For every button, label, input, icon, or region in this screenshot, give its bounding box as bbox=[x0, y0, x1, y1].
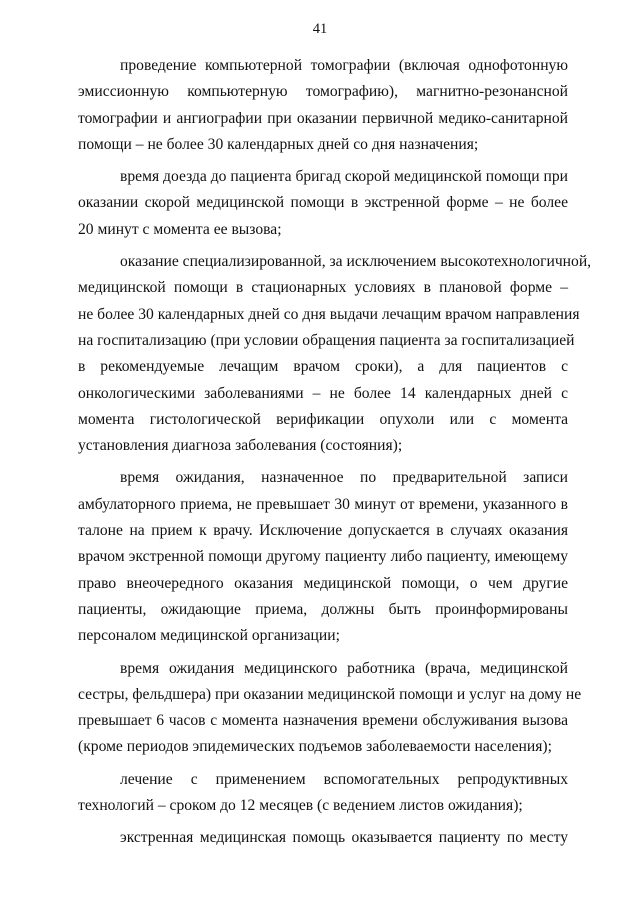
paragraph-line: не более 30 календарных дней со дня выдачи лечащим врачом направления bbox=[78, 305, 580, 323]
paragraph-line: оказание специализированной, за исключением высокотехнологичной, bbox=[120, 253, 592, 271]
paragraph-line: пациенты, ожидающие приема, должны быть проинформированы bbox=[78, 600, 568, 618]
paragraph-line: сестры, фельдшера) при оказании медицинской помощи и услуг на дому не bbox=[78, 685, 582, 703]
paragraph-line: (кроме периодов эпидемических подъемов заболеваемости населения); bbox=[78, 738, 552, 756]
paragraph bbox=[78, 656, 582, 761]
paragraph-line: превышает 6 часов с момента назначения времени обслуживания вызова bbox=[78, 712, 568, 730]
paragraph bbox=[78, 465, 568, 649]
paragraph-line: медицинской помощи в стационарных условиях в плановой форме – bbox=[78, 279, 568, 297]
paragraph-line: эмиссионную компьютерную томографию), магнитно-резонансной bbox=[78, 83, 568, 101]
paragraph-line: амбулаторного приема, не превышает 30 минут от времени, указанного в bbox=[78, 495, 568, 513]
paragraph bbox=[78, 164, 568, 243]
paragraph-line: право внеочередного оказания медицинской помощи, о чем другие bbox=[78, 574, 568, 592]
page-number: 41 bbox=[312, 21, 328, 37]
paragraph-line: время доезда до пациента бригад скорой медицинской помощи при bbox=[120, 168, 568, 186]
paragraph bbox=[78, 249, 592, 459]
paragraph-line: онкологическими заболеваниями – не более 14 календарных дней с bbox=[78, 384, 568, 402]
paragraph-line: технологий – сроком до 12 месяцев (с ведением листов ожидания); bbox=[78, 797, 523, 815]
document-body bbox=[78, 53, 592, 858]
paragraph-line: оказании скорой медицинской помощи в экстренной форме – не более bbox=[78, 194, 568, 212]
paragraph-line: время ожидания медицинского работника (врача, медицинской bbox=[120, 659, 568, 677]
paragraph-line: проведение компьютерной томографии (включая однофотонную bbox=[120, 57, 568, 74]
paragraph-line: помощи – не более 30 календарных дней со дня назначения; bbox=[78, 135, 479, 153]
paragraph bbox=[78, 825, 568, 851]
paragraph-line: персоналом медицинской организации; bbox=[78, 627, 340, 645]
paragraph-line: врачом экстренной помощи другому пациенту либо пациенту, имеющему bbox=[78, 548, 568, 566]
paragraph bbox=[78, 53, 568, 158]
paragraph-line: момента гистологической верификации опухоли или с момента bbox=[78, 410, 568, 428]
paragraph-line: время ожидания, назначенное по предварительной записи bbox=[120, 469, 568, 487]
paragraph-line: экстренная медицинская помощь оказывается пациенту по месту bbox=[120, 829, 568, 847]
paragraph-line: лечение с применением вспомогательных репродуктивных bbox=[120, 770, 568, 788]
paragraph-line: 20 минут с момента ее вызова; bbox=[78, 220, 282, 238]
paragraph bbox=[78, 767, 568, 820]
paragraph-line: на госпитализацию (при условии обращения пациента за госпитализацией bbox=[78, 331, 575, 349]
paragraph-line: томографии и ангиографии при оказании первичной медико-санитарной bbox=[78, 109, 568, 127]
paragraph-line: в рекомендуемые лечащим врачом сроки), а для пациентов с bbox=[78, 358, 568, 376]
paragraph-line: установления диагноза заболевания (состояния); bbox=[78, 437, 403, 455]
paragraph-line: талоне на прием к врачу. Исключение допускается в случаях оказания bbox=[78, 522, 568, 540]
